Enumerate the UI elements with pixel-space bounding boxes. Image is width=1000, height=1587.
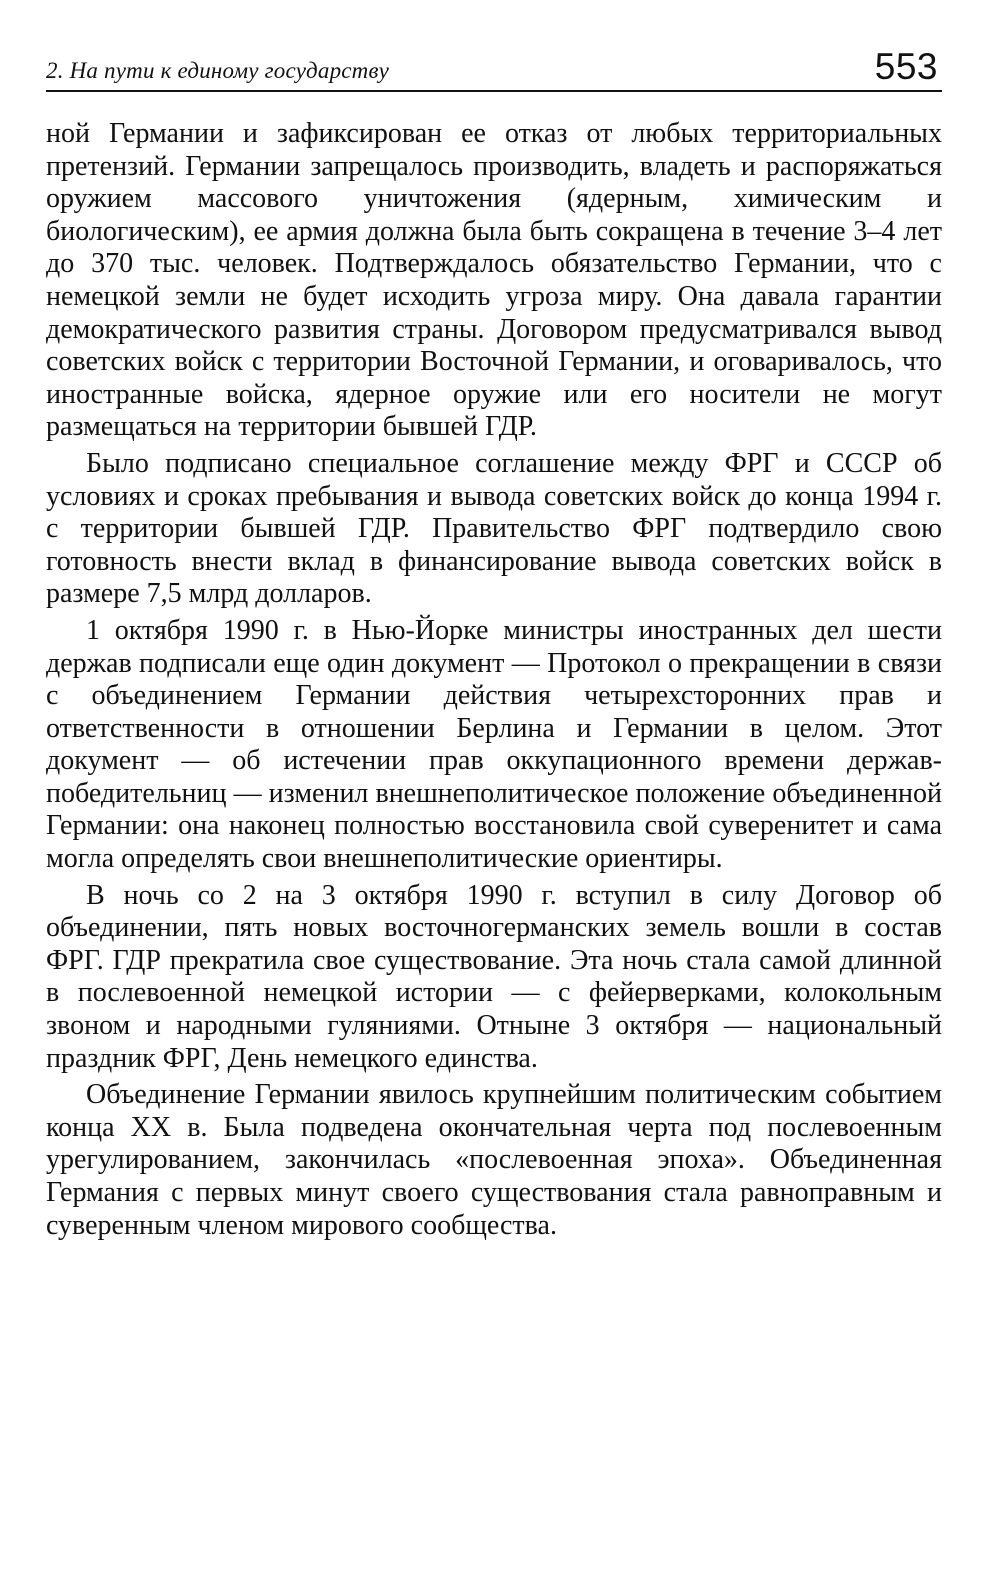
paragraph-protocol: 1 октября 1990 г. в Нью-Йорке министры иностранных дел шести держав подписали еще один документ — Протокол о прекращении в связи с объединением Германии действия четырехсторонних прав и ответственности в отношении Берлина и Германии в целом. Этот документ — об истечении прав оккупационного времени держав-победительниц — изменил внешнеполитическое положение объединенной Германии: она наконец полностью восстановила свой суверенитет и сама могла определять свои внешнеполитические ориентиры.: [46, 614, 942, 875]
paragraph-conclusion: Объединение Германии явилось крупнейшим политическим событием конца XX в. Была подведена окончательная черта под послевоенным урегулированием, закончилась «послевоенная эпоха». Объединенная Германия с первых минут своего существования стала равноправным и суверенным членом мирового сообщества.: [46, 1079, 942, 1241]
running-title: 2. На пути к единому государству: [46, 58, 390, 83]
body-text: [46, 118, 942, 1242]
page-number: 553: [874, 46, 938, 87]
paragraph-agreement: Было подписано специальное соглашение между ФРГ и СССР об условиях и сроках пребывания и вывода советских войск до конца 1994 г. с территории бывшей ГДР. Правительство ФРГ подтвердило свою готовность внести вклад в финансирование вывода советских войск в размере 7,5 млрд долларов.: [46, 447, 942, 610]
running-header: [46, 44, 942, 92]
paragraph-unification-night: В ночь со 2 на 3 октября 1990 г. вступил в силу Договор об объединении, пять новых восточногерманских земель вошли в состав ФРГ. ГДР прекратила свое существование. Эта ночь стала самой длинной в послевоенной немецкой истории — с фейерверками, колокольным звоном и народными гуляниями. Отныне 3 октября — национальный праздник ФРГ, День немецкого единства.: [46, 879, 942, 1074]
paragraph-continuation: ной Германии и зафиксирован ее отказ от любых территориальных претензий. Германии запрещалось производить, владеть и распоряжаться оружием массового уничтожения (ядерным, химическим и биологическим), ее армия должна была быть сокращена в течение 3–4 лет до 370 тыс. человек. Подтверждалось обязательство Германии, что с немецкой земли не будет исходить угроза миру. Она давала гарантии демократического развития страны. Договором предусматривался вывод советских войск с территории Восточной Германии, и оговаривалось, что иностранные войска, ядерное оружие или его носители не могут размещаться на территории бывшей ГДР.: [46, 118, 942, 443]
